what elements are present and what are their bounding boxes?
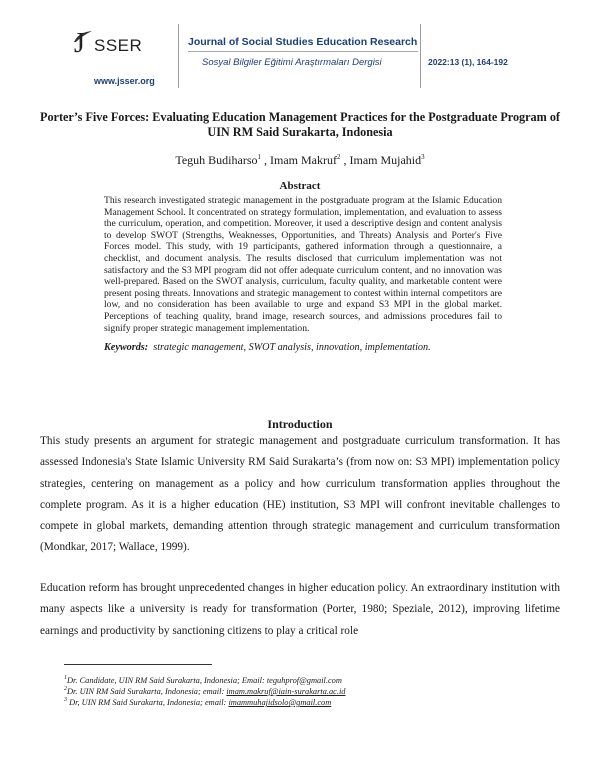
author-list: Teguh Budiharso$^1$ , Imam Makruf$^2$ , Imam Mujahid$^3$: [175, 153, 425, 167]
keywords: [104, 342, 524, 353]
article-title: Porter’s Five Forces: Evaluating Education Management Practices for the Postgraduate Program of UIN RM Said Surakarta, Indonesia: [40, 110, 560, 139]
author-sup: 2: [336, 153, 341, 161]
journal-header: [64, 24, 537, 88]
author-name: Imam Mujahid: [349, 153, 422, 167]
footnote-email-link[interactable]: imam.makruf@iain-surakarta.ac.id: [226, 686, 346, 696]
body-paragraph: Education reform has brought unprecedented changes in higher education policy. An extraordinary institution with many aspects like a university is ready for transformation (Porter, 1980; Speziale, 2012), improving lifetime earnings and productivity by sanctioning citizens to play a critical role: [40, 582, 560, 637]
author-sup: 1: [257, 153, 261, 161]
footnote-email-link[interactable]: imammuhajidsolo@gmail.com: [228, 697, 332, 707]
abstract-heading: Abstract: [279, 180, 321, 192]
footnote-rule: [64, 664, 212, 665]
footnote-email: teguhprof@gmail.com: [266, 675, 342, 685]
footnote: [64, 695, 544, 708]
body-paragraph: This study presents an argument for strategic management and postgraduate curriculum transformation. It has assessed Indonesia's State Islamic University RM Said Surakarta’s (from now on: S3 MPI) implementation policy strategies, centering on management as a policy and how curriculum transformation applies throughout the complete program. As it is a higher education (HE) institution, S3 MPI will confront inevitable challenges to compete in global markets, demanding attention through strategic management and curriculum transformation (Mondkar, 2017; Wallace, 1999).: [40, 435, 560, 554]
journal-logo: [64, 24, 176, 88]
journal-subtitle: Sosyal Bilgiler Eğitimi Araştırmaları Dergisi: [202, 57, 382, 68]
journal-title: Journal of Social Studies Education Research: [188, 36, 418, 48]
header-divider: [178, 24, 179, 88]
header-rule: [188, 51, 418, 52]
author-sup: 3: [421, 153, 425, 161]
header-divider: [420, 24, 421, 88]
author-name: Teguh Budiharso: [175, 153, 258, 167]
logo-text: SSER: [94, 36, 143, 55]
footnote-number: 2: [64, 686, 67, 692]
author-name: Imam Makruf: [270, 153, 337, 167]
abstract-text: This research investigated strategic management in the postgraduate program at the Islamic Education Management School. It concentrated on strategy formulation, implementation, and evaluation to assess the curriculum, operation, and competition. Moreover, it used a descriptive design and content analysis to develop SWOT (Strengths, Weaknesses, Opportunities, and Threats) Analysis and Porter's Five Forces model. This study, with 19 participants, gathered information through a questionnaire, a checklist, and document analysis. The results disclosed that curriculum implementation was not satisfactory and the S3 MPI program did not offer adequate curriculum content, and no innovation was well-prepared. Based on the SWOT analysis, curriculum, faculty quality, and marketable content were present posing threats. Innovations and strategic management to contest within internal competitors are low, and no consideration has been available to urge and expand S3 MPI in the global market. Perceptions of teaching quality, brand image, research sources, and admissions procedures fail to signify proper strategic management implementation.: [104, 195, 502, 334]
site-url-link[interactable]: www.jsser.org: [94, 76, 155, 86]
keywords-label: Keywords:: [104, 342, 149, 353]
issue-info: 2022:13 (1), 164-192: [428, 57, 508, 67]
keywords-text: strategic management, SWOT analysis, innovation, implementation.: [153, 342, 431, 353]
footnote-text: Dr. UIN RM Said Surakarta, Indonesia; email:: [67, 686, 227, 696]
footnote-number: 1: [64, 675, 67, 681]
introduction-heading: Introduction: [267, 417, 333, 431]
footnote-text: Dr, UIN RM Said Surakarta, Indonesia; email:: [67, 697, 229, 707]
logo-letter-j: J: [74, 28, 85, 59]
footnote-text: Dr. Candidate, UIN RM Said Surakarta, Indonesia; Email:: [67, 675, 267, 685]
footnote-number: 3: [64, 697, 67, 703]
logo-mark: [72, 28, 172, 59]
